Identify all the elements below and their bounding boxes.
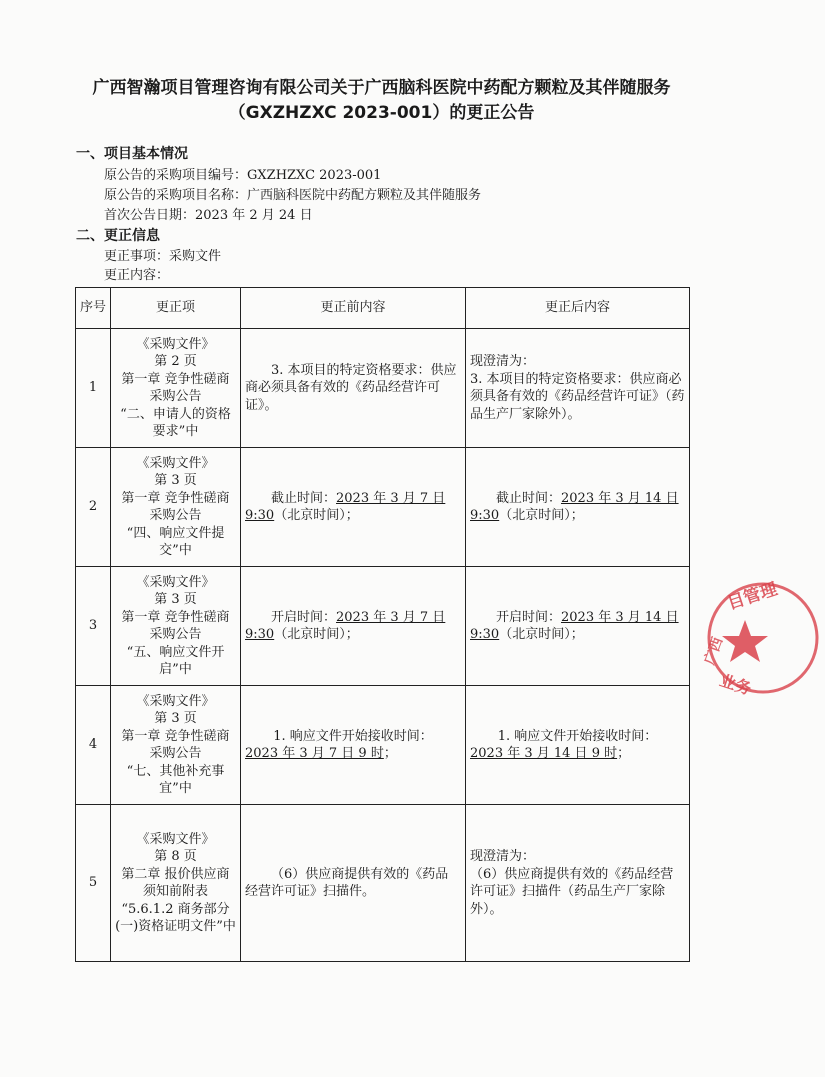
section-1-heading: 一、项目基本情况 — [76, 146, 188, 162]
after-text — [470, 490, 685, 525]
row-number: 2 — [76, 448, 111, 567]
item-line: “四、响应文件提交”中 — [126, 525, 225, 558]
deadline-label: 截止时间： — [271, 490, 337, 506]
opening-label: 开启时间： — [271, 609, 337, 625]
item-line: 《采购文件》 — [136, 574, 215, 590]
row-number: 3 — [76, 567, 111, 686]
after-content — [466, 329, 690, 448]
header-no: 序号 — [76, 288, 111, 329]
first-notice-date-label: 首次公告日期： — [104, 208, 196, 223]
before-text — [245, 609, 461, 644]
official-seal — [701, 568, 825, 708]
before-content — [241, 448, 466, 567]
item-line: “五、响应文件开启”中 — [126, 644, 225, 677]
before-content — [241, 805, 466, 962]
correction-table — [75, 287, 690, 962]
opening-date: 2023 年 3 月 14 日 9:30 — [470, 609, 679, 642]
correction-item — [111, 686, 241, 805]
item-line: 第 3 页 — [154, 473, 197, 488]
correction-item — [111, 329, 241, 448]
title-line-1: 广西智瀚项目管理咨询有限公司关于广西脑科医院中药配方颗粒及其伴随服务 — [92, 78, 671, 98]
after-prefix: 现澄清为： — [470, 849, 536, 864]
receive-tail: ； — [383, 746, 397, 761]
header-item: 更正项 — [111, 288, 241, 329]
before-text: （6）供应商提供有效的《药品经营许可证》扫描件。 — [245, 866, 449, 899]
table-row — [76, 448, 690, 567]
deadline-tail: （北京时间）； — [499, 508, 584, 523]
correction-content-label: 更正内容： — [104, 268, 170, 283]
table-row — [76, 686, 690, 805]
item-line: 第 8 页 — [154, 849, 197, 864]
deadline-tail: （北京时间）； — [274, 508, 359, 523]
item-line: 第一章 竞争性磋商采购公告 — [121, 728, 230, 761]
before-text — [245, 490, 461, 525]
opening-tail: （北京时间）； — [274, 627, 359, 642]
table-header-row — [76, 288, 690, 329]
row-number: 1 — [76, 329, 111, 448]
item-line: 第 3 页 — [154, 592, 197, 607]
item-line: “5.6.1.2 商务部分 — [121, 901, 230, 917]
receive-date: 2023 年 3 月 14 日 9 时 — [470, 746, 618, 761]
item-line: 第二章 报价供应商须知前附表 — [121, 866, 230, 899]
header-after: 更正后内容 — [466, 288, 690, 329]
item-line: “二、申请人的资格要求”中 — [120, 406, 231, 439]
correction-matter: 采购文件 — [169, 249, 222, 264]
item-line: 第一章 竞争性磋商采购公告 — [121, 371, 230, 404]
item-line: 《采购文件》 — [136, 455, 215, 471]
deadline-label: 截止时间： — [496, 490, 562, 506]
receive-time — [470, 745, 685, 763]
after-content — [466, 448, 690, 567]
project-name-label: 原公告的采购项目名称： — [104, 188, 248, 203]
after-content — [466, 686, 690, 805]
opening-date: 2023 年 3 月 7 日 9:30 — [245, 609, 446, 642]
receive-date: 2023 年 3 月 7 日 9 时 — [245, 746, 384, 761]
before-text: 3. 本项目的特定资格要求：供应商必须具备有效的《药品经营许可证》。 — [245, 362, 457, 413]
item-line: 《采购文件》 — [136, 693, 215, 709]
correction-item — [111, 805, 241, 962]
after-prefix: 现澄清为： — [470, 354, 536, 369]
section-2-heading: 二、更正信息 — [76, 228, 160, 244]
before-content — [241, 329, 466, 448]
before-content — [241, 686, 466, 805]
seal-text-top: 目管理 — [725, 579, 780, 615]
receive-label: 1. 响应文件开始接收时间： — [497, 728, 658, 744]
header-before: 更正前内容 — [241, 288, 466, 329]
after-content — [466, 567, 690, 686]
opening-label: 开启时间： — [496, 609, 562, 625]
item-line: 第一章 竞争性磋商采购公告 — [121, 490, 230, 523]
first-notice-date: 2023 年 2 月 24 日 — [195, 208, 313, 223]
correction-matter-label: 更正事项： — [104, 249, 170, 264]
seal-text-side: 广西 — [701, 635, 727, 668]
correction-item — [111, 448, 241, 567]
table-row — [76, 567, 690, 686]
project-name-line — [104, 186, 481, 206]
seal-text-bottom: 业务 — [717, 670, 754, 699]
project-number-label: 原公告的采购项目编号： — [104, 168, 248, 183]
before-content — [241, 567, 466, 686]
item-line: 第一章 竞争性磋商采购公告 — [121, 609, 230, 642]
table-row — [76, 329, 690, 448]
receive-label: 1. 响应文件开始接收时间： — [273, 728, 433, 744]
opening-tail: （北京时间）； — [499, 627, 584, 642]
item-line: 《采购文件》 — [136, 336, 215, 352]
correction-matter-line — [104, 247, 221, 267]
seal-star-icon — [722, 620, 768, 662]
project-number-line — [104, 166, 381, 186]
item-line: 第 2 页 — [154, 354, 197, 369]
after-content — [466, 805, 690, 962]
receive-tail: ； — [617, 746, 631, 761]
receive-time — [245, 745, 461, 763]
title-line-2: （GXZHZXC 2023-001）的更正公告 — [228, 103, 535, 123]
correction-item — [111, 567, 241, 686]
project-name: 广西脑科医院中药配方颗粒及其伴随服务 — [247, 188, 482, 203]
project-number: GXZHZXC 2023-001 — [247, 168, 382, 183]
item-line: 《采购文件》 — [136, 831, 215, 847]
after-text: （6）供应商提供有效的《药品经营许可证》扫描件（药品生产厂家除外）。 — [470, 866, 674, 917]
row-number: 5 — [76, 805, 111, 962]
item-line: (一)资格证明文件”中 — [115, 919, 236, 934]
deadline-date: 2023 年 3 月 7 日 9:30 — [245, 490, 446, 523]
after-text: 3. 本项目的特定资格要求：供应商必须具备有效的《药品经营许可证》（药品生产厂家除外）。 — [470, 371, 685, 422]
after-text — [470, 609, 685, 644]
table-row — [76, 805, 690, 962]
item-line: “七、其他补充事宜”中 — [126, 763, 225, 796]
document-title — [40, 76, 723, 126]
deadline-date: 2023 年 3 月 14 日 9:30 — [470, 490, 679, 523]
item-line: 第 3 页 — [154, 711, 197, 726]
first-notice-date-line — [104, 206, 313, 226]
row-number: 4 — [76, 686, 111, 805]
